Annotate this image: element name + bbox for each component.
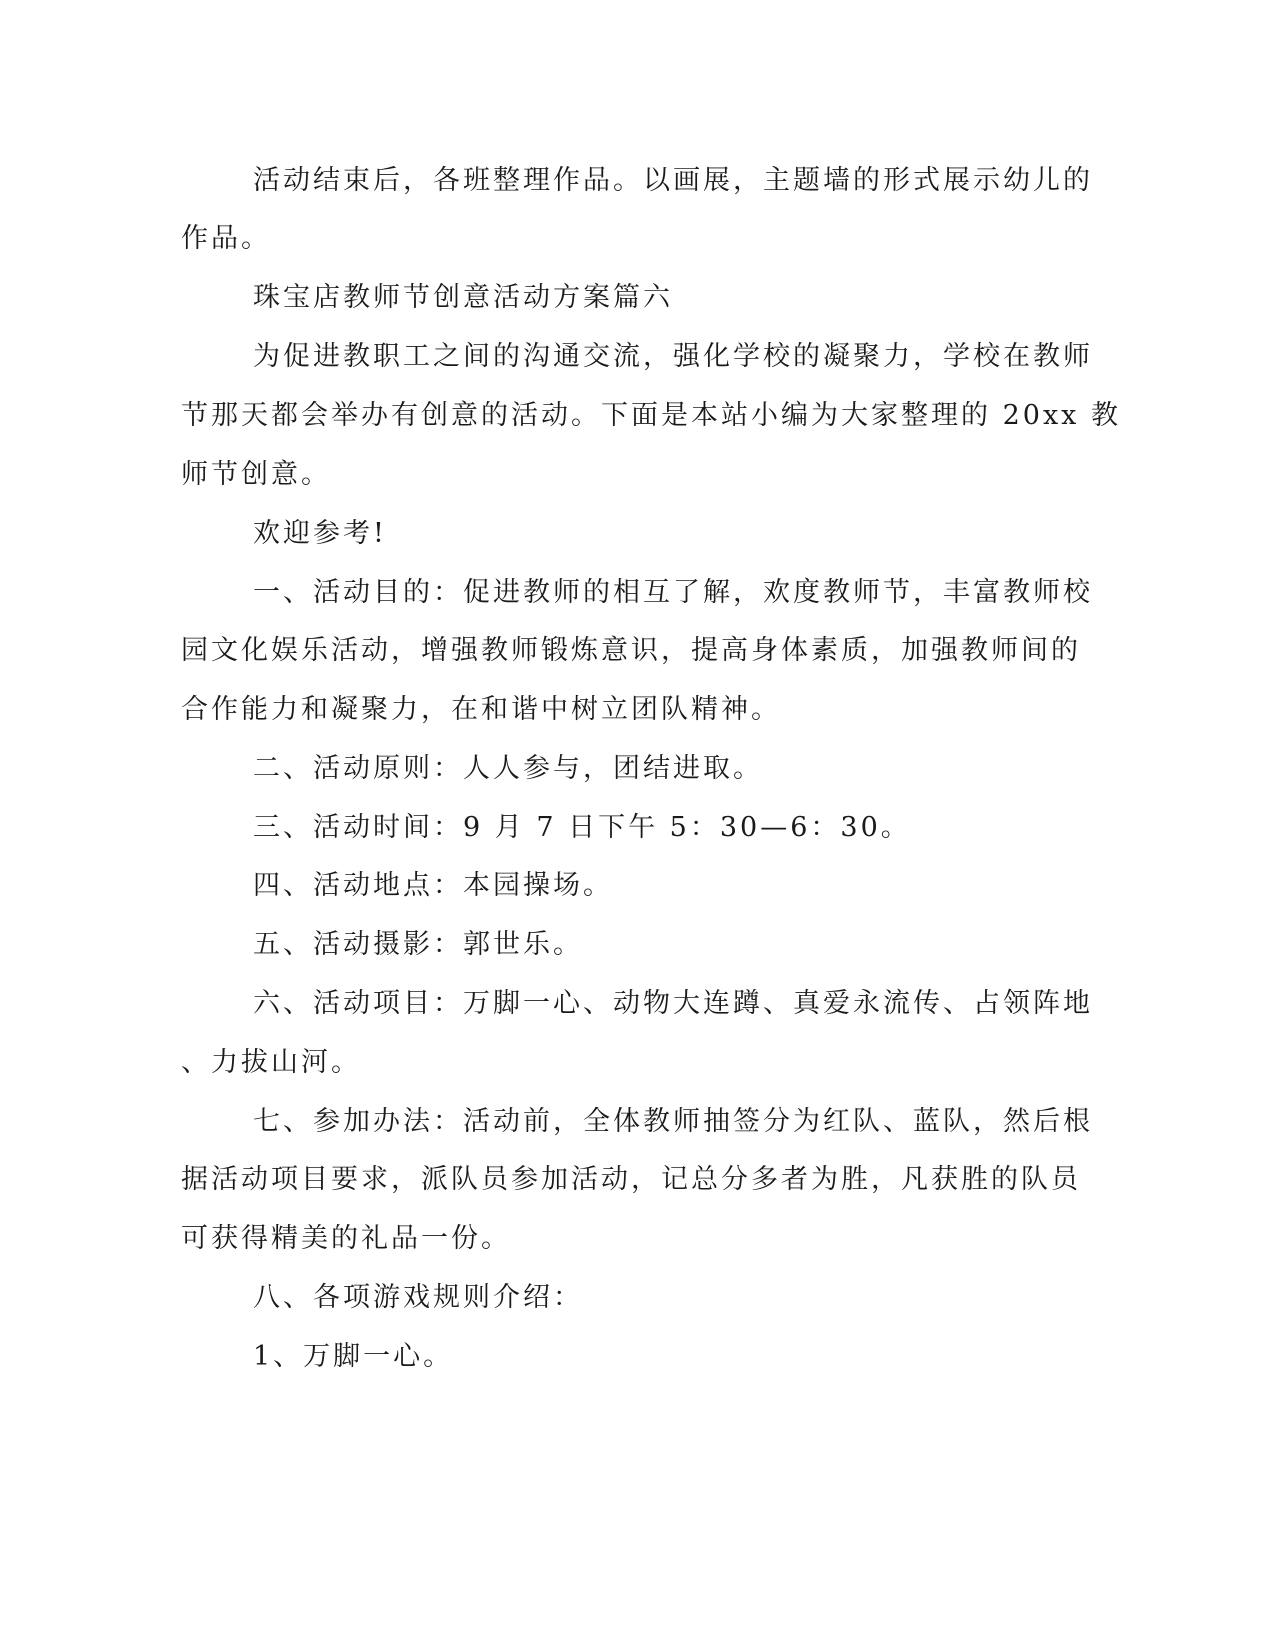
paragraph-line: 七、参加办法：活动前，全体教师抽签分为红队、蓝队，然后根 [253,1106,1093,1137]
paragraph-line: 二、活动原则：人人参与，团结进取。 [253,753,763,784]
paragraph-line: 可获得精美的礼品一份。 [181,1223,511,1254]
paragraph-line: 六、活动项目：万脚一心、动物大连蹲、真爱永流传、占领阵地 [253,988,1093,1019]
paragraph-line: 园文化娱乐活动，增强教师锻炼意识，提高身体素质，加强教师间的 [181,635,1081,666]
paragraph-line: 节那天都会举办有创意的活动。下面是本站小编为大家整理的 20xx 教 [181,400,1121,431]
paragraph-line: 四、活动地点：本园操场。 [253,870,613,901]
paragraph-line: 活动结束后，各班整理作品。以画展，主题墙的形式展示幼儿的 [253,165,1093,196]
section-heading: 珠宝店教师节创意活动方案篇六 [253,282,673,313]
paragraph-line: 据活动项目要求，派队员参加活动，记总分多者为胜，凡获胜的队员 [181,1164,1081,1195]
paragraph-line: 一、活动目的：促进教师的相互了解，欢度教师节，丰富教师校 [253,577,1093,608]
paragraph-line: 师节创意。 [181,459,331,490]
paragraph-line: 合作能力和凝聚力，在和谐中树立团队精神。 [181,694,781,725]
paragraph-line: 1、万脚一心。 [253,1341,454,1372]
paragraph-line: 三、活动时间：9 月 7 日下午 5：30—6：30。 [253,812,911,843]
paragraph-line: 、力拔山河。 [181,1047,361,1078]
paragraph-line: 八、各项游戏规则介绍： [253,1282,583,1313]
paragraph-line: 欢迎参考! [253,518,387,549]
paragraph-line: 五、活动摄影：郭世乐。 [253,929,583,960]
paragraph-line: 作品。 [181,223,271,254]
paragraph-line: 为促进教职工之间的沟通交流，强化学校的凝聚力，学校在教师 [253,341,1093,372]
